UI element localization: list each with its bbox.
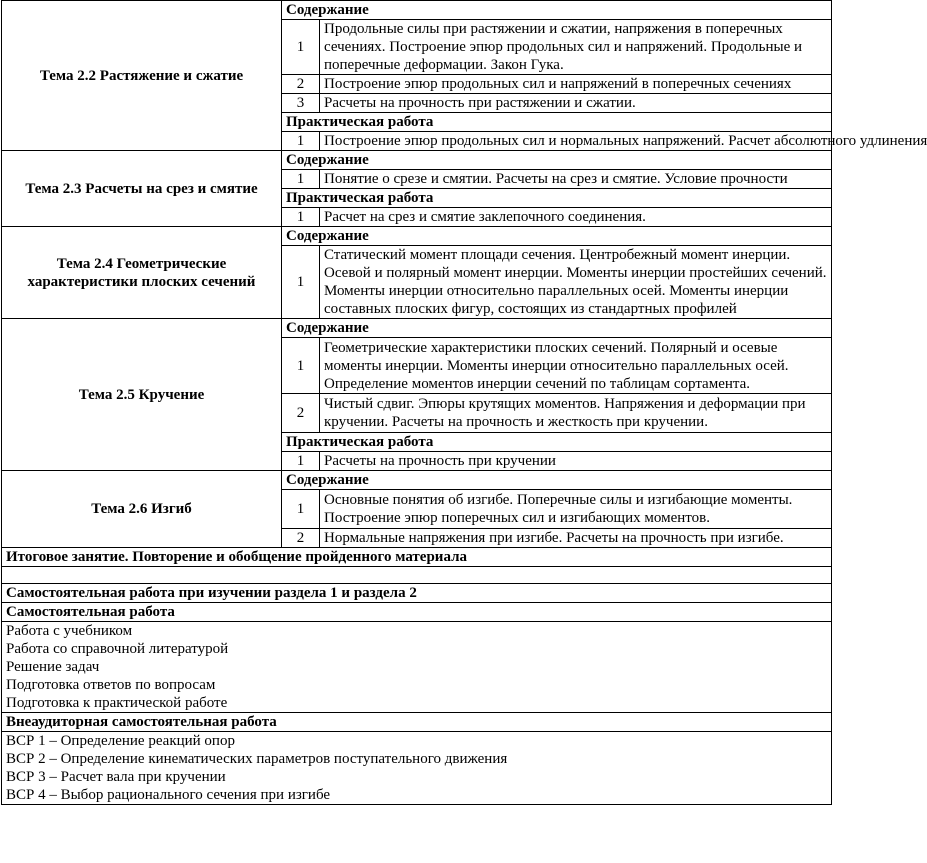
topic-title: Тема 2.2 Растяжение и сжатие	[2, 1, 282, 151]
item-text: Расчеты на прочность при растяжении и сжатии.	[320, 94, 832, 113]
self-study-title: Самостоятельная работа при изучении раздела 1 и раздела 2	[2, 584, 832, 603]
list-item: ВСР 4 – Выбор рационального сечения при изгибе	[6, 787, 331, 803]
list-item: Работа со справочной литературой	[6, 641, 229, 657]
item-number: 2	[282, 394, 320, 433]
item-number: 2	[282, 529, 320, 548]
item-text: Расчеты на прочность при кручении	[320, 452, 832, 471]
empty-row	[2, 567, 832, 584]
item-text: Построение эпюр продольных сил и напряжений в поперечных сечениях	[320, 75, 832, 94]
item-text: Статический момент площади сечения. Центробежный момент инерции. Осевой и полярный момент инерции. Моменты инерции простейших сечений. Моменты инерции относительно параллельных осей. Моменты инерции составных плоских фигур, состоящих из стандартных профилей	[320, 246, 832, 319]
list-item: Работа с учебником	[6, 623, 133, 639]
item-number: 1	[282, 490, 320, 529]
content-header: Содержание	[282, 151, 832, 170]
item-text: Продольные силы при растяжении и сжатии, напряжения в поперечных сечениях. Построение эпюр продольных сил и напряжений. Продольные и поперечные деформации. Закон Гука.	[320, 20, 832, 75]
item-number: 3	[282, 94, 320, 113]
external-header: Внеаудиторная самостоятельная работа	[2, 713, 832, 732]
item-number: 1	[282, 132, 320, 151]
item-text: Расчет на срез и смятие заклепочного соединения.	[320, 208, 832, 227]
item-text: Построение эпюр продольных сил и нормальных напряжений. Расчет абсолютного удлинения	[320, 132, 832, 151]
content-header: Содержание	[282, 227, 832, 246]
curriculum-table	[1, 0, 927, 805]
content-header: Содержание	[282, 1, 832, 20]
content-header: Содержание	[282, 471, 832, 490]
practice-header: Практическая работа	[282, 113, 832, 132]
item-text: Чистый сдвиг. Эпюры крутящих моментов. Напряжения и деформации при кручении. Расчеты на прочность и жесткость при кручении.	[320, 394, 832, 433]
self-study-list	[2, 622, 832, 713]
list-item: Подготовка ответов по вопросам	[6, 677, 216, 693]
self-study-header: Самостоятельная работа	[2, 603, 832, 622]
item-number: 1	[282, 246, 320, 319]
item-text: Нормальные напряжения при изгибе. Расчеты на прочность при изгибе.	[320, 529, 832, 548]
item-number: 1	[282, 208, 320, 227]
external-list	[2, 732, 832, 805]
content-header: Содержание	[282, 319, 832, 338]
list-item: ВСР 3 – Расчет вала при кручении	[6, 769, 226, 785]
item-text: Основные понятия об изгибе. Поперечные силы и изгибающие моменты. Построение эпюр поперечных сил и изгибающих моментов.	[320, 490, 832, 529]
topic-title: Тема 2.4 Геометрические характеристики плоских сечений	[2, 227, 282, 319]
item-number: 2	[282, 75, 320, 94]
item-text: Геометрические характеристики плоских сечений. Полярный и осевые моменты инерции. Моменты инерции относительно параллельных осей. Определение моментов инерции сечений по таблицам сортамента.	[320, 338, 832, 394]
list-item: Решение задач	[6, 659, 100, 675]
practice-header: Практическая работа	[282, 433, 832, 452]
item-number: 1	[282, 338, 320, 394]
topic-title: Тема 2.5 Кручение	[2, 319, 282, 471]
item-number: 1	[282, 452, 320, 471]
list-item: ВСР 1 – Определение реакций опор	[6, 733, 235, 749]
list-item: Подготовка к практической работе	[6, 695, 228, 711]
final-lesson: Итоговое занятие. Повторение и обобщение пройденного материала	[2, 548, 832, 567]
item-text: Понятие о срезе и смятии. Расчеты на срез и смятие. Условие прочности	[320, 170, 832, 189]
item-number: 1	[282, 170, 320, 189]
topic-title: Тема 2.3 Расчеты на срез и смятие	[2, 151, 282, 227]
practice-header: Практическая работа	[282, 189, 832, 208]
list-item: ВСР 2 – Определение кинематических параметров поступательного движения	[6, 751, 508, 767]
topic-title: Тема 2.6 Изгиб	[2, 471, 282, 548]
item-number: 1	[282, 20, 320, 75]
